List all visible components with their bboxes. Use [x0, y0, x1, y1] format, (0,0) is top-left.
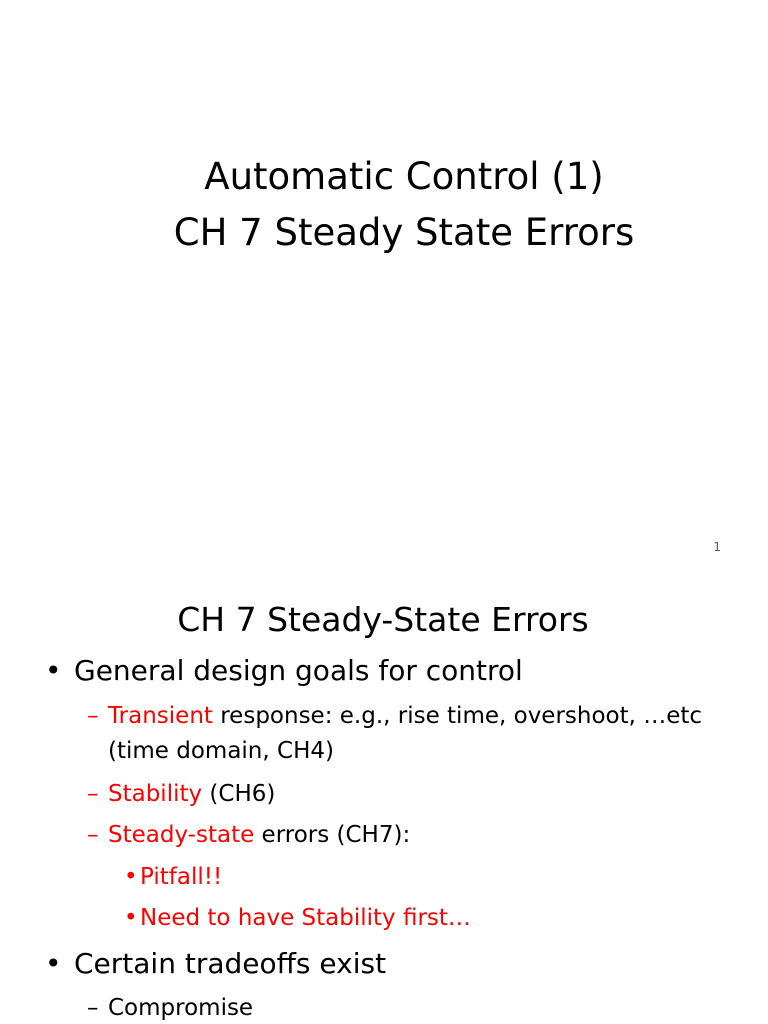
slide-2 [0, 576, 768, 1024]
bullet-marker: • [124, 905, 138, 931]
bullet-text: response: e.g., rise time, overshoot, …etc [212, 703, 703, 729]
bullet-tradeoffs [45, 947, 386, 980]
bullet-text: Certain tradeoffs exist [74, 947, 387, 980]
title-line-2: CH 7 Steady State Errors [173, 211, 635, 254]
bullet-steady-state [87, 822, 410, 848]
bullet-pitfall [124, 864, 222, 890]
bullet-need-stability [124, 905, 471, 931]
bullet-transient-continuation: (time domain, CH4) [108, 738, 334, 764]
bullet-marker: • [124, 864, 138, 890]
bullet-stability [87, 781, 275, 807]
title-line-1: Automatic Control (1) [204, 155, 604, 198]
dash-marker: – [87, 703, 99, 729]
dash-marker: – [87, 781, 99, 807]
highlight-text: Steady-state [108, 822, 255, 848]
bullet-text: Pitfall!! [140, 864, 223, 890]
bullet-text: (CH6) [202, 781, 276, 807]
bullet-marker: • [45, 654, 62, 687]
bullet-compromise [87, 995, 253, 1021]
bullet-general-design-goals [45, 654, 523, 687]
slide-title: CH 7 Steady-State Errors [177, 600, 589, 639]
dash-marker: – [87, 822, 99, 848]
bullet-text: errors (CH7): [254, 822, 411, 848]
page-number: 1 [713, 540, 721, 554]
bullet-text: General design goals for control [74, 654, 523, 687]
bullet-marker: • [45, 947, 62, 980]
bullet-transient [87, 703, 702, 729]
highlight-text: Stability [108, 781, 203, 807]
dash-marker: – [87, 995, 99, 1021]
slide-title [0, 149, 768, 261]
bullet-text: Need to have Stability first… [140, 905, 471, 931]
highlight-text: Transient [108, 703, 213, 729]
bullet-text: Compromise [108, 995, 254, 1021]
